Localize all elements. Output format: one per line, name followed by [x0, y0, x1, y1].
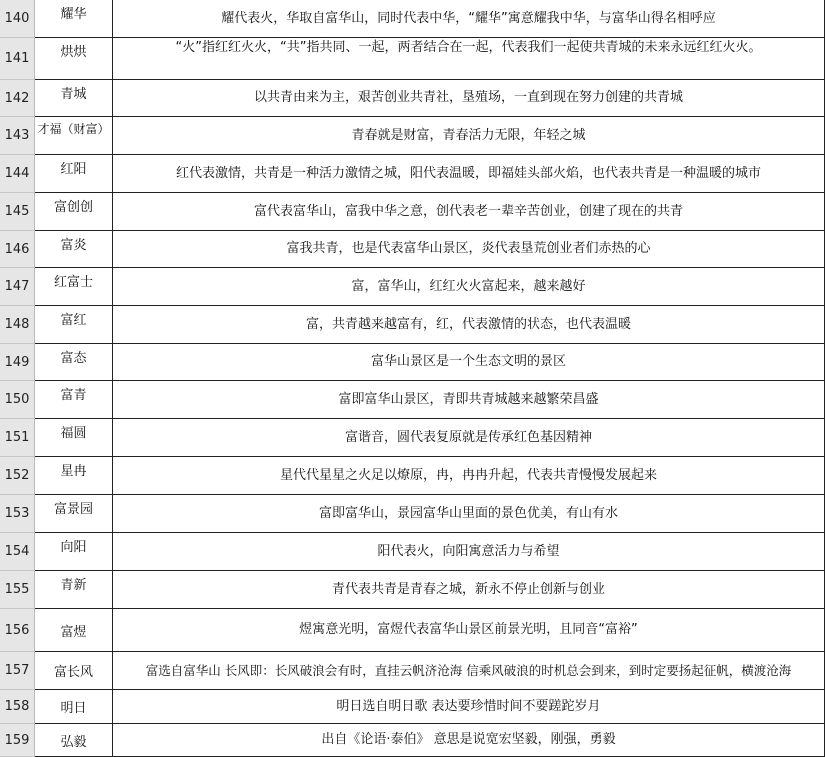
description-text: 出自《论语·泰伯》 意思是说宽宏坚毅，刚强，勇毅	[321, 732, 616, 747]
description-text: 富我共青，也是代表富华山景区，炎代表垦荒创业者们赤热的心	[286, 241, 651, 256]
description-cell[interactable]	[113, 533, 825, 571]
row-header[interactable]: 149	[0, 344, 35, 381]
name-text: 星冉	[60, 464, 87, 479]
name-cell[interactable]	[35, 495, 113, 533]
name-text: 才福（财富）	[37, 122, 110, 136]
description-cell[interactable]	[113, 117, 825, 155]
name-text: 富煜	[60, 624, 87, 640]
name-cell[interactable]	[35, 652, 113, 690]
description-cell[interactable]	[113, 381, 825, 419]
row-header[interactable]: 146	[0, 231, 35, 268]
description-cell[interactable]	[113, 652, 825, 690]
row-header[interactable]: 152	[0, 457, 35, 495]
description-cell[interactable]	[113, 231, 825, 268]
name-text: 青城	[60, 87, 87, 102]
table-row	[0, 155, 825, 193]
name-cell[interactable]	[35, 690, 113, 724]
description-cell[interactable]	[113, 609, 825, 652]
description-cell[interactable]	[113, 571, 825, 609]
table-row	[0, 533, 825, 571]
description-cell[interactable]	[113, 268, 825, 306]
name-text: 青新	[60, 578, 87, 593]
name-text: 福圆	[60, 426, 87, 441]
table-row	[0, 690, 825, 724]
name-text: 烘烘	[60, 45, 87, 60]
table-row	[0, 571, 825, 609]
name-cell[interactable]	[35, 193, 113, 231]
description-text: 青春就是财富，青春活力无限，年轻之城	[351, 127, 586, 143]
name-cell[interactable]	[35, 724, 113, 757]
table-row	[0, 231, 825, 268]
row-header[interactable]: 142	[0, 80, 35, 117]
description-text: 富，共青越来越富有，红，代表激情的状态，也代表温暖	[305, 316, 631, 332]
row-header[interactable]: 155	[0, 571, 35, 609]
row-header[interactable]: 159	[0, 724, 35, 757]
row-header[interactable]: 157	[0, 652, 35, 690]
description-cell[interactable]	[113, 155, 825, 193]
description-text: 阳代表火，向阳寓意活力与希望	[377, 543, 560, 559]
name-text: 富景园	[53, 502, 93, 517]
name-cell[interactable]	[35, 0, 113, 38]
name-text: 富创创	[53, 200, 93, 215]
description-cell[interactable]	[113, 724, 825, 757]
table-row	[0, 724, 825, 757]
description-cell[interactable]	[113, 193, 825, 231]
description-cell[interactable]	[113, 457, 825, 495]
name-text: 富炎	[60, 238, 87, 253]
name-cell[interactable]	[35, 231, 113, 268]
row-header[interactable]: 144	[0, 155, 35, 193]
name-text: 向阳	[60, 540, 87, 555]
description-cell[interactable]	[113, 495, 825, 533]
table-row	[0, 381, 825, 419]
description-cell[interactable]	[113, 38, 825, 80]
name-cell[interactable]	[35, 609, 113, 652]
row-header[interactable]: 151	[0, 419, 35, 457]
name-cell[interactable]	[35, 155, 113, 193]
description-cell[interactable]	[113, 419, 825, 457]
name-cell[interactable]	[35, 117, 113, 155]
name-text: 红阳	[60, 162, 87, 177]
description-text: 富即富华山景区，青即共青城越来越繁荣昌盛	[338, 391, 599, 407]
table-row	[0, 117, 825, 155]
table-row	[0, 0, 825, 38]
description-text: 富华山景区是一个生态文明的景区	[370, 354, 566, 369]
table-row	[0, 80, 825, 117]
description-cell[interactable]	[113, 0, 825, 38]
description-text: 红代表激情，共青是一种活力激情之城，阳代表温暖，即福娃头部火焰，也代表共青是一种温暖的城市	[175, 165, 761, 181]
row-header[interactable]: 154	[0, 533, 35, 571]
name-text: 富青	[60, 388, 87, 403]
row-header[interactable]: 140	[0, 0, 35, 38]
description-cell[interactable]	[113, 690, 825, 724]
description-text: 富，富华山，红红火火富起来，越来越好	[351, 278, 586, 294]
table-row	[0, 495, 825, 533]
description-text: “火”指红红火火，“共”指共同、一起，两者结合在一起，代表我们一起使共青城的未来永远红红火火。	[175, 40, 762, 55]
description-text: 富代表富华山，富我中华之意，创代表老一辈辛苦创业，创建了现在的共青	[253, 203, 683, 219]
description-text: 星代代星星之火足以燎原，冉，冉冉升起，代表共青慢慢发展起来	[279, 467, 657, 483]
description-text: 富选自富华山 长风即：长风破浪会有时，直挂云帆济沧海 信乘风破浪的时机总会到来，到时定要扬起征帆，横渡沧海	[145, 663, 792, 678]
name-text: 红富士	[53, 275, 93, 290]
row-header[interactable]: 141	[0, 38, 35, 80]
table-row	[0, 38, 825, 80]
row-header[interactable]: 148	[0, 306, 35, 344]
table-row	[0, 306, 825, 344]
row-header[interactable]: 145	[0, 193, 35, 231]
table-row	[0, 609, 825, 652]
description-text: 富即富华山，景园富华山里面的景色优美，有山有水	[318, 505, 618, 521]
row-header[interactable]: 147	[0, 268, 35, 306]
description-text: 明日选自明日歌 表达要珍惜时间不要蹉跎岁月	[336, 698, 601, 714]
row-header[interactable]: 156	[0, 609, 35, 652]
description-text: 以共青由来为主，艰苦创业共青社，垦殖场，一直到现在努力创建的共青城	[253, 90, 683, 105]
description-cell[interactable]	[113, 306, 825, 344]
description-text: 富谐音，圆代表复原就是传承红色基因精神	[344, 429, 592, 445]
row-header[interactable]: 150	[0, 381, 35, 419]
description-text: 青代表共青是青春之城，新永不停止创新与创业	[331, 581, 605, 597]
name-cell[interactable]	[35, 344, 113, 381]
row-header[interactable]: 153	[0, 495, 35, 533]
name-cell[interactable]	[35, 381, 113, 419]
name-text: 富态	[60, 351, 87, 366]
name-text: 富红	[60, 313, 87, 328]
name-text: 富长风	[53, 665, 93, 680]
table-row	[0, 652, 825, 690]
name-cell[interactable]	[35, 306, 113, 344]
name-cell[interactable]	[35, 80, 113, 117]
name-cell[interactable]	[35, 419, 113, 457]
name-cell[interactable]	[35, 268, 113, 306]
row-header[interactable]: 158	[0, 690, 35, 724]
description-cell[interactable]	[113, 344, 825, 381]
description-text: 耀代表火，华取自富华山，同时代表中华，“耀华”寓意耀我中华，与富华山得名相呼应	[221, 10, 716, 26]
description-text: 煜寓意光明，富煜代表富华山景区前景光明，且同音“富裕”	[299, 622, 638, 637]
table-row	[0, 193, 825, 231]
name-cell[interactable]	[35, 457, 113, 495]
table-row	[0, 457, 825, 495]
name-text: 明日	[60, 701, 87, 716]
row-header[interactable]: 143	[0, 117, 35, 155]
description-cell[interactable]	[113, 80, 825, 117]
table-row	[0, 419, 825, 457]
name-text: 耀华	[60, 7, 87, 22]
name-text: 弘毅	[60, 734, 87, 750]
name-cell[interactable]	[35, 533, 113, 571]
table-row	[0, 344, 825, 381]
table-row	[0, 268, 825, 306]
name-cell[interactable]	[35, 571, 113, 609]
name-cell[interactable]	[35, 38, 113, 80]
